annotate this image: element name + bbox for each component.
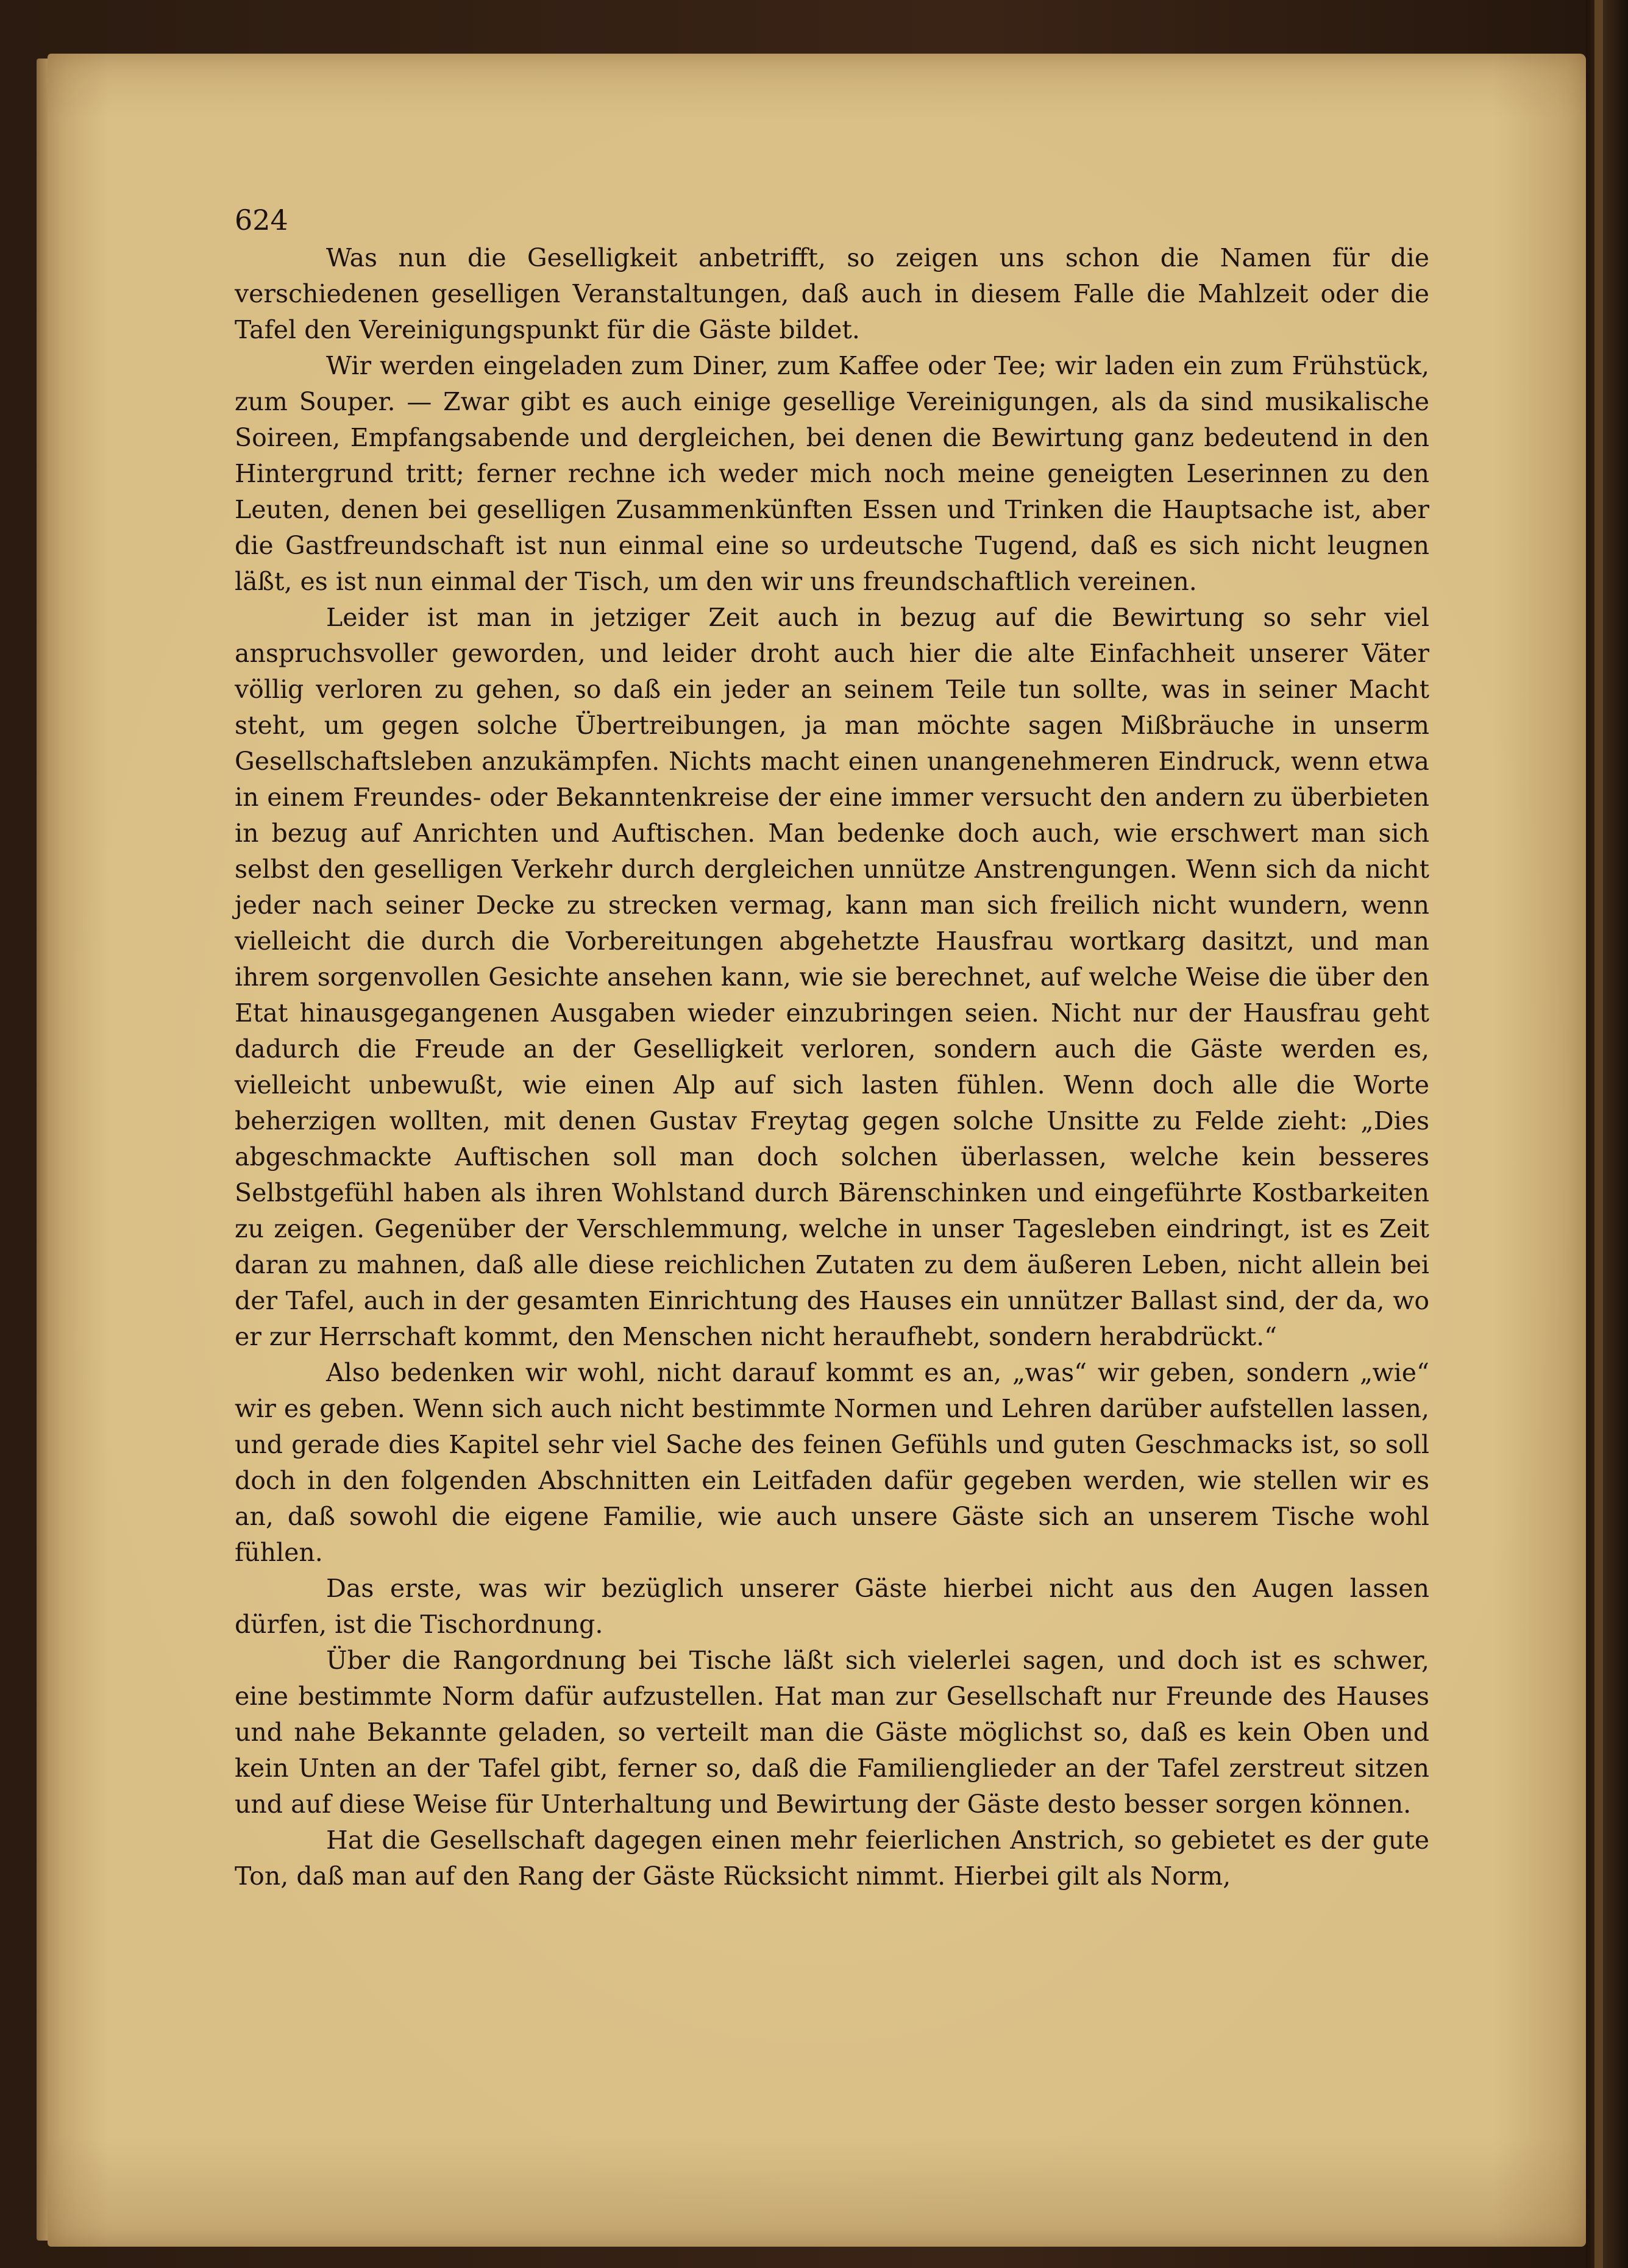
page-text [235,202,1429,1894]
page-number: 624 [235,204,288,236]
paragraph: Über die Rangordnung bei Tische läßt sich vielerlei sagen, und doch ist es schwer, eine bestimmte Norm dafür aufzustellen. Hat man zur Gesellschaft nur Freunde des Hauses und nahe Bekannte geladen, so verteilt man die Gäste möglichst so, daß es kein Oben und kein Unten an der Tafel gibt, ferner so, daß die Familienglieder an der Tafel zerstreut sitzen und auf diese Weise für Unterhaltung und Bewirtung der Gäste desto besser sorgen können. [235,1646,1429,1819]
paragraph: Wir werden eingeladen zum Diner, zum Kaffee oder Tee; wir laden ein zum Frühstück, zum Souper. — Zwar gibt es auch einige gesellige Vereinigungen, als da sind musikalische Soireen, Empfangsabende und dergleichen, bei denen die Bewirtung ganz bedeutend in den Hintergrund tritt; ferner rechne ich weder mich noch meine geneigten Leserinnen zu den Leuten, denen bei geselligen Zusammenkünften Essen und Trinken die Hauptsache ist, aber die Gastfreundschaft ist nun einmal eine so urdeutsche Tugend, daß es sich nicht leugnen läßt, es ist nun einmal der Tisch, um den wir uns freundschaftlich vereinen. [235,351,1429,596]
paragraph: Hat die Gesellschaft dagegen einen mehr feierlichen Anstrich, so gebietet es der gute Ton, daß man auf den Rang der Gäste Rücksicht nimmt. Hierbei gilt als Norm, [235,1825,1429,1891]
paragraph: Was nun die Geselligkeit anbetrifft, so zeigen uns schon die Namen für die verschiedenen geselligen Veranstaltungen, daß auch in diesem Falle die Mahlzeit oder die Tafel den Vereinigungspunkt für die Gäste bildet. [235,243,1429,344]
paragraph: Leider ist man in jetziger Zeit auch in bezug auf die Bewirtung so sehr viel anspruchsvoller geworden, und leider droht auch hier die alte Einfachheit unserer Väter völlig verloren zu gehen, so daß ein jeder an seinem Teile tun sollte, was in seiner Macht steht, um gegen solche Übertreibungen, ja man möchte sagen Mißbräuche in unserm Gesellschaftsleben anzukämpfen. Nichts macht einen unangenehmeren Eindruck, wenn etwa in einem Freundes- oder Bekanntenkreise der eine immer versucht den andern zu überbieten in bezug auf Anrichten und Auftischen. Man bedenke doch auch, wie erschwert man sich selbst den geselligen Verkehr durch dergleichen unnütze Anstrengungen. Wenn sich da nicht jeder nach seiner Decke zu strecken vermag, kann man sich freilich nicht wundern, wenn vielleicht die durch die Vorbereitungen abgehetzte Hausfrau wortkarg dasitzt, und man ihrem sorgenvollen Gesichte ansehen kann, wie sie berechnet, auf welche Weise die über den Etat hinausgegangenen Ausgaben wieder einzubringen seien. Nicht nur der Hausfrau geht dadurch die Freude an der Geselligkeit verloren, sondern auch die Gäste werden es, vielleicht unbewußt, wie einen Alp auf sich lasten fühlen. Wenn doch alle die Worte beherzigen wollten, mit denen Gustav Freytag gegen solche Unsitte zu Felde zieht: „Dies abgeschmackte Auftischen soll man doch solchen überlassen, welche kein besseres Selbstgefühl haben als ihren Wohlstand durch Bärenschinken und eingeführte Kostbarkeiten zu zeigen. Gegenüber der Verschlemmung, welche in unser Tagesleben eindringt, ist es Zeit daran zu mahnen, daß alle diese reichlichen Zutaten zu dem äußeren Leben, nicht allein bei der Tafel, auch in der gesamten Einrichtung des Hauses ein unnützer Ballast sind, der da, wo er zur Herrschaft kommt, den Menschen nicht heraufhebt, sondern herabdrückt.“ [235,603,1429,1351]
binding-highlight [1594,0,1603,2268]
paragraph: Also bedenken wir wohl, nicht darauf kommt es an, „was“ wir geben, sondern „wie“ wir es geben. Wenn sich auch nicht bestimmte Normen und Lehren darüber aufstellen lassen, und gerade dies Kapitel sehr viel Sache des feinen Gefühls und guten Geschmacks ist, so soll doch in den folgenden Abschnitten ein Leitfaden dafür gegeben werden, wie stellen wir es an, daß sowohl die eigene Familie, wie auch unsere Gäste sich an unserem Tische wohl fühlen. [235,1358,1429,1567]
binding-strip [1586,0,1628,2268]
paragraph: Das erste, was wir bezüglich unserer Gäste hierbei nicht aus den Augen lassen dürfen, ist die Tischordnung. [235,1574,1429,1639]
